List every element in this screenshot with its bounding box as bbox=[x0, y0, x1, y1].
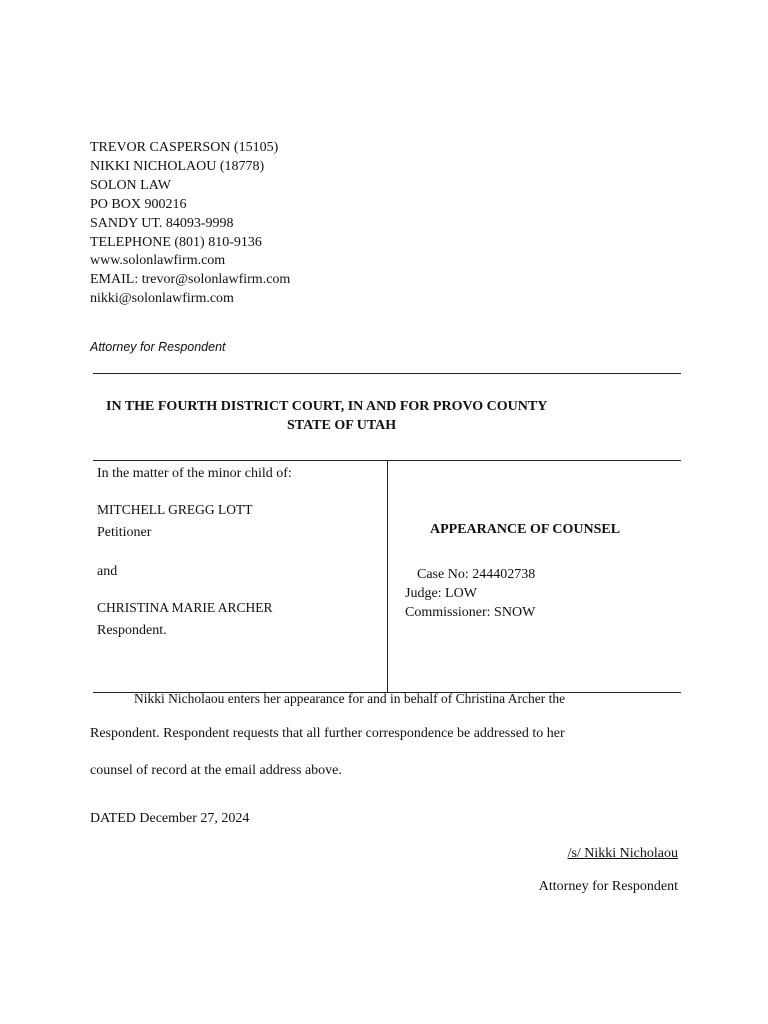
top-rule bbox=[93, 373, 681, 374]
body-line-3: counsel of record at the email address above. bbox=[90, 763, 342, 778]
commissioner: Commissioner: SNOW bbox=[405, 605, 536, 620]
attorney-name-1: TREVOR CASPERSON (15105) bbox=[90, 140, 279, 155]
petitioner-role: Petitioner bbox=[97, 525, 152, 540]
body-line-2: Respondent. Respondent requests that all further correspondence be addressed to her bbox=[90, 726, 565, 741]
po-box: PO BOX 900216 bbox=[90, 197, 187, 212]
case-number: Case No: 244402738 bbox=[417, 567, 536, 582]
court-title: IN THE FOURTH DISTRICT COURT, IN AND FOR PROVO COUNTY bbox=[106, 399, 548, 414]
attorney-name-2: NIKKI NICHOLAOU (18778) bbox=[90, 159, 265, 174]
city-state-zip: SANDY UT. 84093-9998 bbox=[90, 216, 234, 231]
signature-title: Attorney for Respondent bbox=[538, 879, 678, 894]
email-2: nikki@solonlawfirm.com bbox=[90, 291, 234, 306]
website: www.solonlawfirm.com bbox=[90, 253, 226, 268]
signature: /s/ Nikki Nicholaou bbox=[567, 846, 678, 861]
telephone: TELEPHONE (801) 810-9136 bbox=[90, 235, 262, 250]
dated-line: DATED December 27, 2024 bbox=[90, 811, 250, 826]
respondent-role: Respondent. bbox=[97, 623, 167, 638]
court-state: STATE OF UTAH bbox=[287, 418, 397, 433]
and-label: and bbox=[97, 564, 118, 579]
respondent-name: CHRISTINA MARIE ARCHER bbox=[97, 600, 273, 615]
matter-label: In the matter of the minor child of: bbox=[97, 466, 292, 481]
petitioner-name: MITCHELL GREGG LOTT bbox=[97, 502, 253, 517]
attorney-for-label: Attorney for Respondent bbox=[90, 340, 226, 354]
email-1: EMAIL: trevor@solonlawfirm.com bbox=[90, 272, 291, 287]
document-title: APPEARANCE OF COUNSEL bbox=[430, 522, 621, 537]
firm-name: SOLON LAW bbox=[90, 178, 171, 193]
body-line-1: Nikki Nicholaou enters her appearance for and in behalf of Christina Archer the bbox=[134, 691, 566, 706]
judge: Judge: LOW bbox=[405, 586, 477, 601]
caption-divider bbox=[387, 460, 388, 692]
